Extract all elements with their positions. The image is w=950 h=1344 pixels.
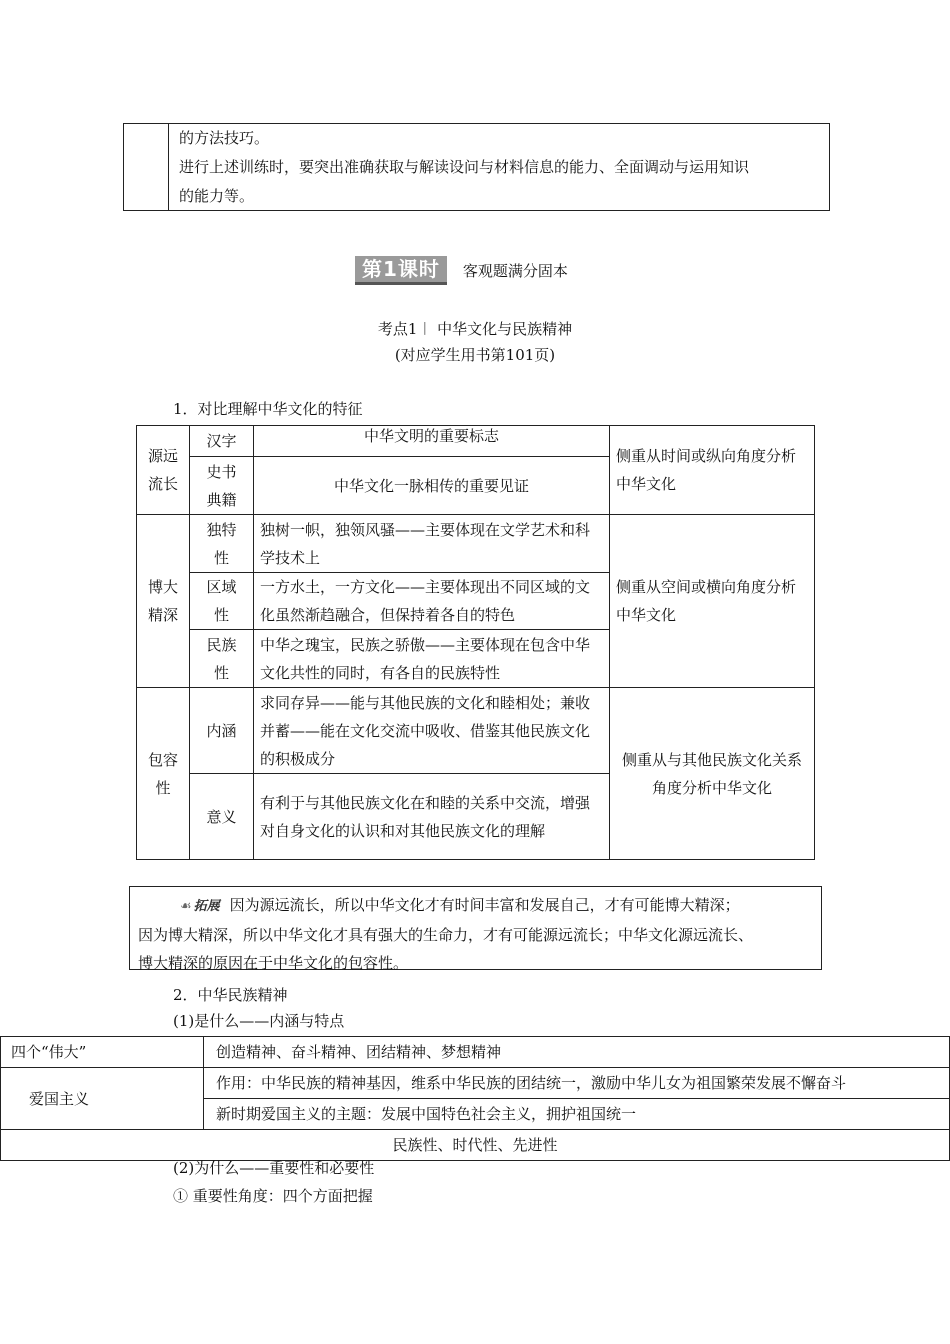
sub-cell: 民族性 [190, 630, 254, 688]
content-cell: 独树一帜，独领风骚——主要体现在文学艺术和科学技术上 [254, 515, 610, 573]
content-cell: 求同存异——能与其他民族的文化和睦相处；兼收并蓄——能在文化交流中吸收、借鉴其他民族文化的积极成分 [254, 688, 610, 774]
table-row [137, 515, 815, 573]
note-cell: 侧重从时间或纵向角度分析中华文化 [610, 426, 815, 515]
text-line: 进行上述训练时，要突出准确获取与解读设问与材料信息的能力、全面调动与运用知识 [179, 158, 750, 176]
table-row [1, 1068, 950, 1099]
sub-cell: 史书典籍 [190, 457, 254, 515]
text-line: 的能力等。 [179, 187, 255, 205]
book-reference: (对应学生用书第101页) [394, 346, 556, 364]
sub-cell: 意义 [190, 774, 254, 860]
content-cell: 一方水土，一方文化——主要体现出不同区域的文化虽然渐趋融合，但保持着各自的特色 [254, 573, 610, 630]
group-cell: 源远流长 [137, 426, 190, 515]
sub-cell: 区域性 [190, 573, 254, 630]
sub-cell: 汉字 [190, 426, 254, 457]
lesson-heading [355, 256, 568, 284]
value-cell: 民族性、时代性、先进性 [1, 1130, 950, 1161]
text-line: 因为博大精深，所以中华文化才具有强大的生命力，才有可能源远流长；中华文化源远流长、 [138, 926, 754, 944]
value-cell: 创造精神、奋斗精神、团结精神、梦想精神 [204, 1037, 950, 1068]
lesson-badge: 第1课时 [355, 256, 447, 285]
text-line: 的方法技巧。 [179, 129, 270, 147]
sub-heading: (2)为什么——重要性和必要性 [173, 1159, 375, 1177]
label-cell: 四个“伟大” [1, 1037, 204, 1068]
topic-title: 考点1︱ 中华文化与民族精神 [377, 320, 573, 338]
table-row [137, 688, 815, 774]
national-spirit-table [0, 1036, 950, 1161]
extension-text [130, 887, 821, 977]
section-heading: 2．中华民族精神 [173, 986, 288, 1004]
culture-features-table [136, 425, 815, 860]
value-cell: 新时期爱国主义的主题：发展中国特色社会主义，拥护祖国统一 [204, 1099, 950, 1130]
content-cell: 有利于与其他民族文化在和睦的关系中交流，增强对自身文化的认识和对其他民族文化的理解 [254, 774, 610, 860]
sub-cell: 内涵 [190, 688, 254, 774]
content-cell: 中华文化一脉相传的重要见证 [254, 457, 610, 515]
extension-badge: ☙ 拓展 [180, 899, 220, 914]
leaf-icon: ☙ [180, 899, 192, 914]
table-row [1, 1037, 950, 1068]
text-line: 博大精深的原因在于中华文化的包容性。 [138, 954, 409, 972]
text-line: 因为源远流长，所以中华文化才有时间丰富和发展自己，才有可能博大精深； [229, 896, 740, 914]
table-row [1, 1130, 950, 1161]
sub-cell: 独特性 [190, 515, 254, 573]
content-cell: 中华之瑰宝，民族之骄傲——主要体现在包含中华文化共性的同时，有各自的民族特性 [254, 630, 610, 688]
box-gutter [124, 124, 169, 210]
label-cell: 爱国主义 [1, 1068, 204, 1130]
lesson-subtitle: 客观题满分固本 [462, 261, 568, 280]
note-cell: 侧重从与其他民族文化关系角度分析中华文化 [610, 688, 815, 860]
content-cell: 中华文明的重要标志 [254, 426, 610, 457]
continuation-box [123, 123, 830, 211]
section-heading: 1．对比理解中华文化的特征 [173, 400, 363, 418]
sub-heading: ① 重要性角度：四个方面把握 [173, 1187, 373, 1205]
table-row [137, 426, 815, 457]
extension-box [129, 886, 822, 970]
group-cell: 博大精深 [137, 515, 190, 688]
group-cell: 包容性 [137, 688, 190, 860]
continuation-text [179, 124, 823, 211]
sub-heading: (1)是什么——内涵与特点 [173, 1012, 345, 1030]
note-cell: 侧重从空间或横向角度分析中华文化 [610, 515, 815, 688]
value-cell: 作用：中华民族的精神基因，维系中华民族的团结统一，激励中华儿女为祖国繁荣发展不懈奋斗 [204, 1068, 950, 1099]
